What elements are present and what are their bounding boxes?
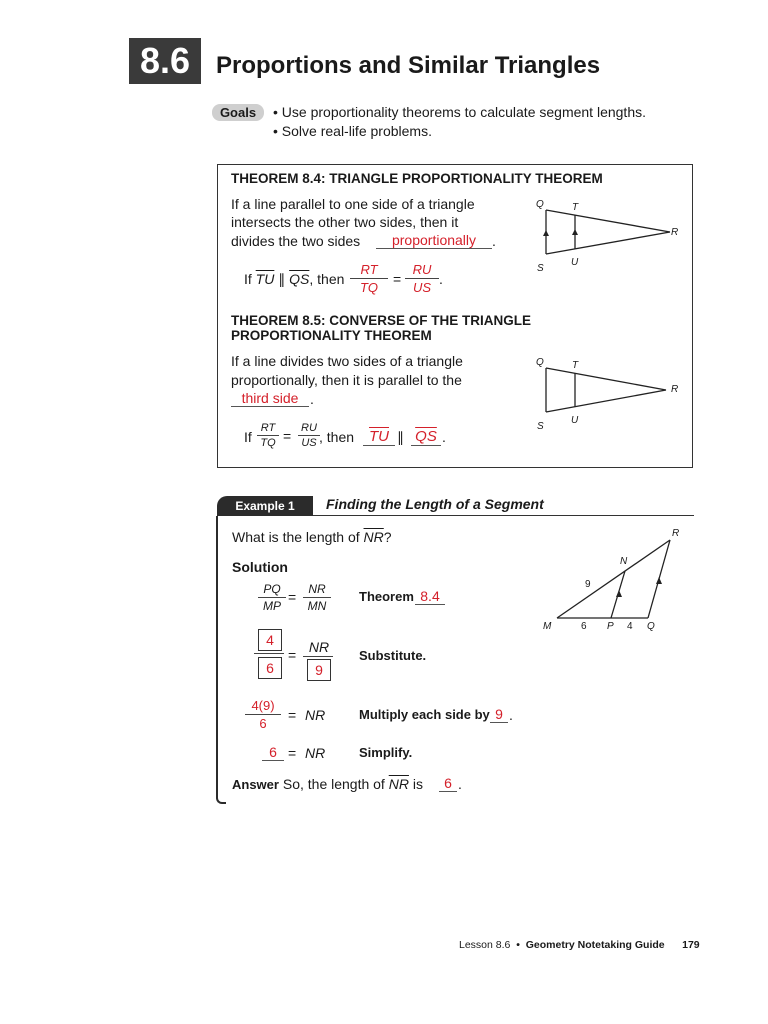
period: . <box>458 776 462 792</box>
theorem-8-5-text-1: If a line divides two sides of a triangle <box>231 353 463 369</box>
answer-statement <box>232 776 423 792</box>
label-p: P <box>607 621 614 632</box>
parallel-symbol: ∥ <box>397 429 404 445</box>
label-s: S <box>537 421 544 432</box>
theorem-8-5-heading-2: PROPORTIONALITY THEOREM <box>231 328 432 343</box>
example-bracket <box>216 516 226 804</box>
answer-segment-qs: $\overline{QS}$ <box>411 428 441 446</box>
fraction-bar <box>254 653 284 654</box>
theorem-8-5-answer: third side <box>231 390 309 407</box>
example-rule <box>313 515 694 516</box>
is-word: is <box>412 776 423 792</box>
label-r: R <box>671 384 679 395</box>
step2-reason: Substitute. <box>359 648 427 663</box>
numerator-nr: NR <box>308 639 330 655</box>
example-badge: Example 1 <box>217 496 313 516</box>
answer-text: So, the length of <box>282 776 385 792</box>
fraction-pq-mp: $\frac{PQ}{MP}$ <box>258 582 286 613</box>
period: . <box>439 271 443 287</box>
label-4: 4 <box>627 621 633 632</box>
equals-sign: = <box>288 707 297 723</box>
label-u: U <box>571 257 579 268</box>
boxed-answer-4: 4 <box>258 629 282 651</box>
then-word: , then <box>319 429 355 445</box>
label-q: Q <box>647 621 655 632</box>
example-title: Finding the Length of a Segment <box>326 496 544 512</box>
segment-nr: $\overline{NR}$ <box>388 776 409 792</box>
question-text: What is the length of <box>232 529 360 545</box>
segment-tu: $\overline{TU}$ <box>255 271 275 287</box>
section-title: Proportions and Similar Triangles <box>216 52 601 79</box>
if-word: If <box>244 271 252 287</box>
theorem-8-4-triangle-diagram <box>530 196 690 276</box>
answer-segment-tu: $\overline{TU}$ <box>363 428 395 446</box>
fraction-ru-us: $\frac{RU}{US}$ <box>298 422 320 449</box>
label-t: T <box>572 360 579 371</box>
label-r: R <box>672 528 680 539</box>
example-question <box>232 529 392 545</box>
period: . <box>442 429 446 445</box>
fraction-bar <box>303 656 333 657</box>
step4-reason: Simplify. <box>359 745 413 760</box>
segment-nr: $\overline{NR}$ <box>363 529 384 545</box>
page-footer <box>459 939 700 951</box>
fraction-4-9-over-6: $\frac{4(9)}{6}$ <box>245 698 281 731</box>
step1-answer: 8.4 <box>415 588 445 605</box>
theorem-8-4-if-statement <box>244 271 344 288</box>
theorem-8-5-text-2: proportionally, then it is parallel to the <box>231 372 462 388</box>
label-9: 9 <box>585 579 591 590</box>
theorem-8-4-answer: proportionally <box>376 232 492 249</box>
boxed-answer-9: 9 <box>307 659 331 681</box>
step3-reason: Multiply each side by <box>359 707 490 722</box>
goals-badge: Goals <box>212 104 264 121</box>
theorem-8-5-heading-1: THEOREM 8.5: CONVERSE OF THE TRIANGLE <box>231 313 532 328</box>
parallel-symbol: ∥ <box>278 271 286 287</box>
label-q: Q <box>536 357 544 368</box>
theorem-8-4-text-2: intersects the other two sides, then it <box>231 214 459 230</box>
period: . <box>509 707 513 723</box>
final-answer: 6 <box>439 775 457 792</box>
label-t: T <box>572 202 579 213</box>
equals-sign: = <box>288 647 297 663</box>
period: . <box>492 233 496 249</box>
footer-bullet: • <box>516 939 520 951</box>
theorem-8-4-text-3: divides the two sides <box>231 233 361 249</box>
theorem-8-5-triangle-diagram <box>530 354 690 434</box>
label-q: Q <box>536 199 544 210</box>
label-n: N <box>620 556 628 567</box>
equals-sign: = <box>393 271 402 287</box>
nr-text: NR <box>305 707 326 723</box>
boxed-answer-6: 6 <box>258 657 282 679</box>
label-6: 6 <box>581 621 587 632</box>
question-mark: ? <box>383 529 392 545</box>
equals-sign: = <box>283 428 292 444</box>
section-number-badge: 8.6 <box>129 38 201 84</box>
step1-reason: Theorem <box>359 589 414 604</box>
label-r: R <box>671 227 679 238</box>
step3-answer: 9 <box>490 706 508 723</box>
footer-lesson: Lesson 8.6 <box>459 939 511 951</box>
nr-text: NR <box>305 745 326 761</box>
equals-sign: = <box>288 589 297 605</box>
goal-text: Use proportionality theorems to calculate segment lengths. <box>281 104 646 120</box>
goal-text: Solve real-life problems. <box>281 123 432 139</box>
label-u: U <box>571 415 579 426</box>
label-s: S <box>537 263 544 274</box>
bullet: • <box>273 104 282 120</box>
page-number: 179 <box>682 939 700 951</box>
fraction-nr-mn: $\frac{NR}{MN}$ <box>303 582 331 613</box>
bullet: • <box>273 123 282 139</box>
equals-sign: = <box>288 745 297 761</box>
label-m: M <box>543 621 552 632</box>
theorem-8-4-heading: THEOREM 8.4: TRIANGLE PROPORTIONALITY THEOREM <box>231 171 603 186</box>
then-word: , then <box>309 271 345 287</box>
goal-item-1 <box>273 104 646 120</box>
footer-book-title: Geometry Notetaking Guide <box>525 939 665 951</box>
solution-label: Solution <box>232 559 288 575</box>
if-word: If <box>244 429 252 445</box>
segment-qs: $\overline{QS}$ <box>289 271 310 287</box>
answer-label: Answer <box>232 777 279 792</box>
example-triangle-diagram <box>540 530 690 630</box>
step4-answer: 6 <box>262 744 284 761</box>
goal-item-2 <box>273 123 432 139</box>
period: . <box>310 391 314 407</box>
fraction-rt-tq: $\frac{RT}{TQ}$ <box>350 262 388 295</box>
theorem-8-4-text-1: If a line parallel to one side of a triangle <box>231 196 475 212</box>
fraction-rt-tq: $\frac{RT}{TQ}$ <box>257 422 279 449</box>
fraction-ru-us: $\frac{RU}{US}$ <box>405 262 439 295</box>
